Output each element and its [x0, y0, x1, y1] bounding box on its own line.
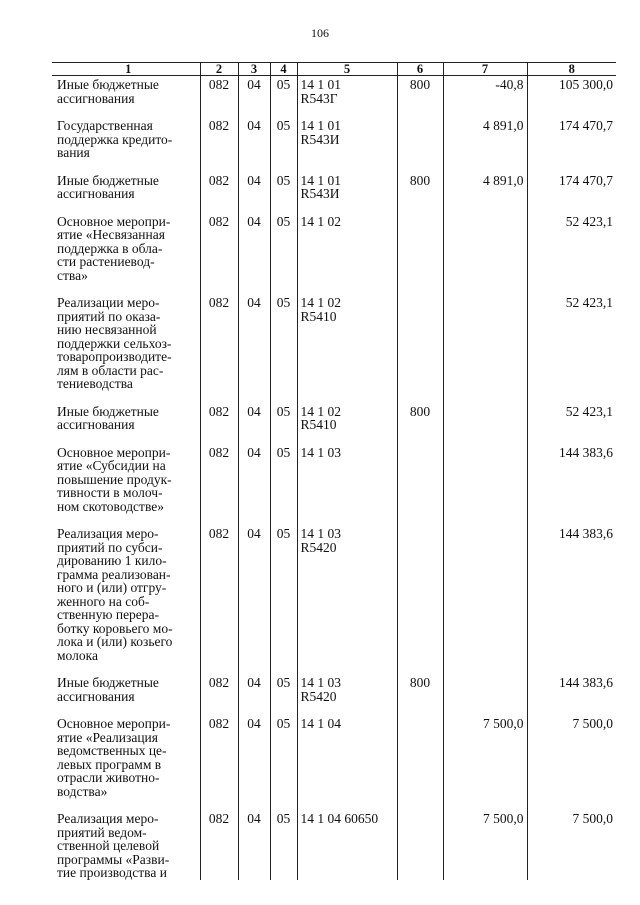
row-target-article-line: 14 1 03 — [300, 526, 341, 541]
row-expense-type — [397, 715, 443, 810]
row-grbs-code: 082 — [200, 403, 238, 444]
row-target-article — [297, 674, 397, 715]
row-subsection-code: 05 — [270, 444, 297, 526]
row-change-amount — [443, 674, 527, 715]
row-target-article-line: 14 1 02 — [300, 403, 341, 419]
row-total-amount: 52 423,1 — [527, 403, 616, 444]
row-target-article-line: R543Г — [300, 90, 338, 106]
header-col-4: 4 — [270, 63, 297, 76]
row-section-code: 04 — [238, 117, 270, 172]
row-change-amount: 7 500,0 — [443, 810, 527, 880]
table-row — [52, 444, 616, 526]
header-row — [52, 63, 616, 76]
row-change-amount: 4 891,0 — [443, 117, 527, 172]
row-target-article-line: 14 1 03 — [300, 444, 341, 460]
row-target-article-line: 14 1 02 — [300, 295, 341, 310]
row-total-amount: 144 383,6 — [527, 674, 616, 715]
row-grbs-code: 082 — [200, 117, 238, 172]
row-name-line: ассигнования — [57, 688, 135, 704]
row-name — [52, 715, 200, 810]
row-name-line: вания — [57, 145, 90, 160]
row-name-line: Государственная — [57, 118, 153, 133]
row-name-line: ятие «Субсидии на — [57, 458, 166, 473]
row-target-article-line: 14 1 01 — [300, 77, 341, 92]
row-target-article-line: 14 1 02 — [300, 213, 341, 229]
row-change-amount: 4 891,0 — [443, 172, 527, 213]
row-subsection-code: 05 — [270, 294, 297, 403]
row-grbs-code: 082 — [200, 525, 238, 674]
page-number: 106 — [311, 26, 329, 40]
row-target-article-line: R5420 — [300, 539, 337, 555]
row-subsection-code: 05 — [270, 810, 297, 880]
row-name-line: приятий по субси- — [57, 539, 163, 555]
row-section-code: 04 — [238, 213, 270, 295]
row-total-amount: 52 423,1 — [527, 294, 616, 403]
row-name-line: нию несвязанной — [57, 322, 157, 337]
row-target-article — [297, 117, 397, 172]
row-target-article — [297, 715, 397, 810]
row-name-line: ассигнования — [57, 186, 135, 201]
row-name-line: ведомственных це- — [57, 743, 167, 758]
row-target-article-line: R543И — [300, 186, 340, 201]
row-target-article — [297, 444, 397, 526]
row-grbs-code: 082 — [200, 172, 238, 213]
row-change-amount: -40,8 — [443, 76, 527, 118]
table-row — [52, 403, 616, 444]
row-name-line: поддержка в обла- — [57, 240, 163, 256]
row-name-line: отрасли животно- — [57, 770, 160, 785]
row-grbs-code: 082 — [200, 674, 238, 715]
row-expense-type: 800 — [397, 674, 443, 715]
row-name-line: Реализация меро- — [57, 811, 159, 826]
row-name-line: ственную перера- — [57, 607, 160, 622]
row-change-amount — [443, 403, 527, 444]
row-name-line: Основное меропри- — [57, 716, 171, 731]
row-name — [52, 294, 200, 403]
row-section-code: 04 — [238, 403, 270, 444]
row-total-amount: 174 470,7 — [527, 117, 616, 172]
row-name-line: товаропроизводите- — [57, 349, 172, 364]
row-subsection-code: 05 — [270, 674, 297, 715]
row-change-amount — [443, 294, 527, 403]
row-subsection-code: 05 — [270, 213, 297, 295]
row-change-amount — [443, 444, 527, 526]
row-name — [52, 213, 200, 295]
row-target-article — [297, 294, 397, 403]
row-expense-type — [397, 444, 443, 526]
row-change-amount — [443, 213, 527, 295]
row-name-line: Иные бюджетные — [57, 675, 159, 690]
row-subsection-code: 05 — [270, 715, 297, 810]
row-target-article-line: R5420 — [300, 688, 337, 704]
row-name — [52, 674, 200, 715]
row-name-line: женного на соб- — [57, 593, 150, 609]
row-name-line: молока — [57, 647, 98, 663]
row-total-amount: 105 300,0 — [527, 76, 616, 118]
row-name-line: Иные бюджетные — [57, 77, 159, 92]
header-col-7: 7 — [443, 63, 527, 76]
row-expense-type: 800 — [397, 403, 443, 444]
row-name — [52, 403, 200, 444]
row-target-article-line: 14 1 04 — [300, 716, 341, 731]
row-section-code: 04 — [238, 810, 270, 880]
row-grbs-code: 082 — [200, 715, 238, 810]
row-expense-type — [397, 117, 443, 172]
row-name-line: Иные бюджетные — [57, 403, 159, 419]
row-name — [52, 525, 200, 674]
row-name-line: поддержка кредито- — [57, 131, 173, 147]
row-total-amount: 144 383,6 — [527, 525, 616, 674]
row-name-line: приятий по оказа- — [57, 308, 161, 324]
budget-table — [52, 62, 616, 880]
row-subsection-code: 05 — [270, 172, 297, 213]
row-total-amount: 7 500,0 — [527, 715, 616, 810]
row-name-line: ассигнования — [57, 90, 135, 106]
row-name-line: дированию 1 кило- — [57, 553, 167, 568]
row-name-line: ассигнования — [57, 417, 135, 432]
row-section-code: 04 — [238, 172, 270, 213]
header-col-1: 1 — [52, 63, 200, 76]
row-target-article — [297, 403, 397, 444]
row-section-code: 04 — [238, 674, 270, 715]
table-row — [52, 76, 616, 118]
row-name-line: лока и (или) козьего — [57, 634, 173, 649]
row-target-article-line: 14 1 01 — [300, 118, 341, 133]
row-name — [52, 117, 200, 172]
row-target-article-line: R5410 — [300, 308, 337, 324]
row-name-line: лям в области рас- — [57, 362, 164, 378]
row-name-line: ства» — [57, 267, 88, 283]
row-expense-type: 800 — [397, 172, 443, 213]
table-body — [52, 76, 616, 880]
row-name — [52, 172, 200, 213]
row-name-line: грамма реализован- — [57, 566, 171, 582]
row-name — [52, 810, 200, 880]
row-total-amount: 144 383,6 — [527, 444, 616, 526]
header-col-5: 5 — [297, 63, 397, 76]
row-name-line: тениеводства — [57, 376, 133, 391]
row-grbs-code: 082 — [200, 810, 238, 880]
row-section-code: 04 — [238, 76, 270, 118]
row-expense-type: 800 — [397, 76, 443, 118]
table-row — [52, 294, 616, 403]
row-name-line: Реализация меро- — [57, 526, 159, 541]
row-expense-type — [397, 213, 443, 295]
row-grbs-code: 082 — [200, 213, 238, 295]
row-name-line: поддержки сельхоз- — [57, 335, 172, 351]
row-name-line: сти растениевод- — [57, 254, 155, 269]
row-expense-type — [397, 294, 443, 403]
table-row — [52, 117, 616, 172]
row-name-line: Основное меропри- — [57, 444, 171, 460]
row-target-article-line: R543И — [300, 131, 340, 147]
header-col-6: 6 — [397, 63, 443, 76]
row-target-article — [297, 76, 397, 118]
row-total-amount: 174 470,7 — [527, 172, 616, 213]
row-total-amount: 52 423,1 — [527, 213, 616, 295]
row-name-line: водства» — [57, 783, 108, 799]
row-target-article — [297, 525, 397, 674]
row-name-line: Основное меропри- — [57, 213, 171, 229]
table-row — [52, 715, 616, 810]
row-name-line: ного и (или) отгру- — [57, 580, 167, 595]
row-target-article — [297, 172, 397, 213]
row-expense-type — [397, 810, 443, 880]
row-total-amount: 7 500,0 — [527, 810, 616, 880]
header-col-2: 2 — [200, 63, 238, 76]
table-header — [52, 63, 616, 76]
row-name-line: повышение продук- — [57, 471, 172, 487]
row-name-line: ственной целевой — [57, 838, 160, 853]
row-name-line: левых программ в — [57, 756, 162, 772]
table-row — [52, 810, 616, 880]
row-name-line: ятие «Реализация — [57, 729, 158, 745]
row-name-line: ном скотоводстве» — [57, 498, 164, 514]
header-col-8: 8 — [527, 63, 616, 76]
table-row — [52, 172, 616, 213]
table-row — [52, 674, 616, 715]
table-row — [52, 213, 616, 295]
row-section-code: 04 — [238, 715, 270, 810]
row-name-line: ятие «Несвязанная — [57, 227, 165, 242]
row-subsection-code: 05 — [270, 117, 297, 172]
row-name-line: программы «Разви- — [57, 851, 170, 867]
row-change-amount: 7 500,0 — [443, 715, 527, 810]
header-col-3: 3 — [238, 63, 270, 76]
row-target-article-line: 14 1 04 60650 — [300, 811, 379, 826]
row-grbs-code: 082 — [200, 444, 238, 526]
row-section-code: 04 — [238, 294, 270, 403]
row-target-article — [297, 213, 397, 295]
row-name — [52, 76, 200, 118]
row-name-line: Реализации меро- — [57, 295, 160, 310]
row-change-amount — [443, 525, 527, 674]
row-subsection-code: 05 — [270, 403, 297, 444]
row-grbs-code: 082 — [200, 76, 238, 118]
table-row — [52, 525, 616, 674]
row-target-article-line: 14 1 03 — [300, 675, 341, 690]
row-section-code: 04 — [238, 444, 270, 526]
row-section-code: 04 — [238, 525, 270, 674]
row-target-article-line: R5410 — [300, 417, 337, 432]
row-subsection-code: 05 — [270, 525, 297, 674]
row-name-line: приятий ведом- — [57, 824, 147, 840]
row-name — [52, 444, 200, 526]
row-name-line: тивности в молоч- — [57, 485, 163, 500]
row-target-article — [297, 810, 397, 880]
row-name-line: ботку коровьего мо- — [57, 620, 173, 636]
row-name-line: тие производства и — [57, 865, 167, 880]
row-target-article-line: 14 1 01 — [300, 172, 341, 188]
row-expense-type — [397, 525, 443, 674]
row-subsection-code: 05 — [270, 76, 297, 118]
row-name-line: Иные бюджетные — [57, 172, 159, 188]
row-grbs-code: 082 — [200, 294, 238, 403]
